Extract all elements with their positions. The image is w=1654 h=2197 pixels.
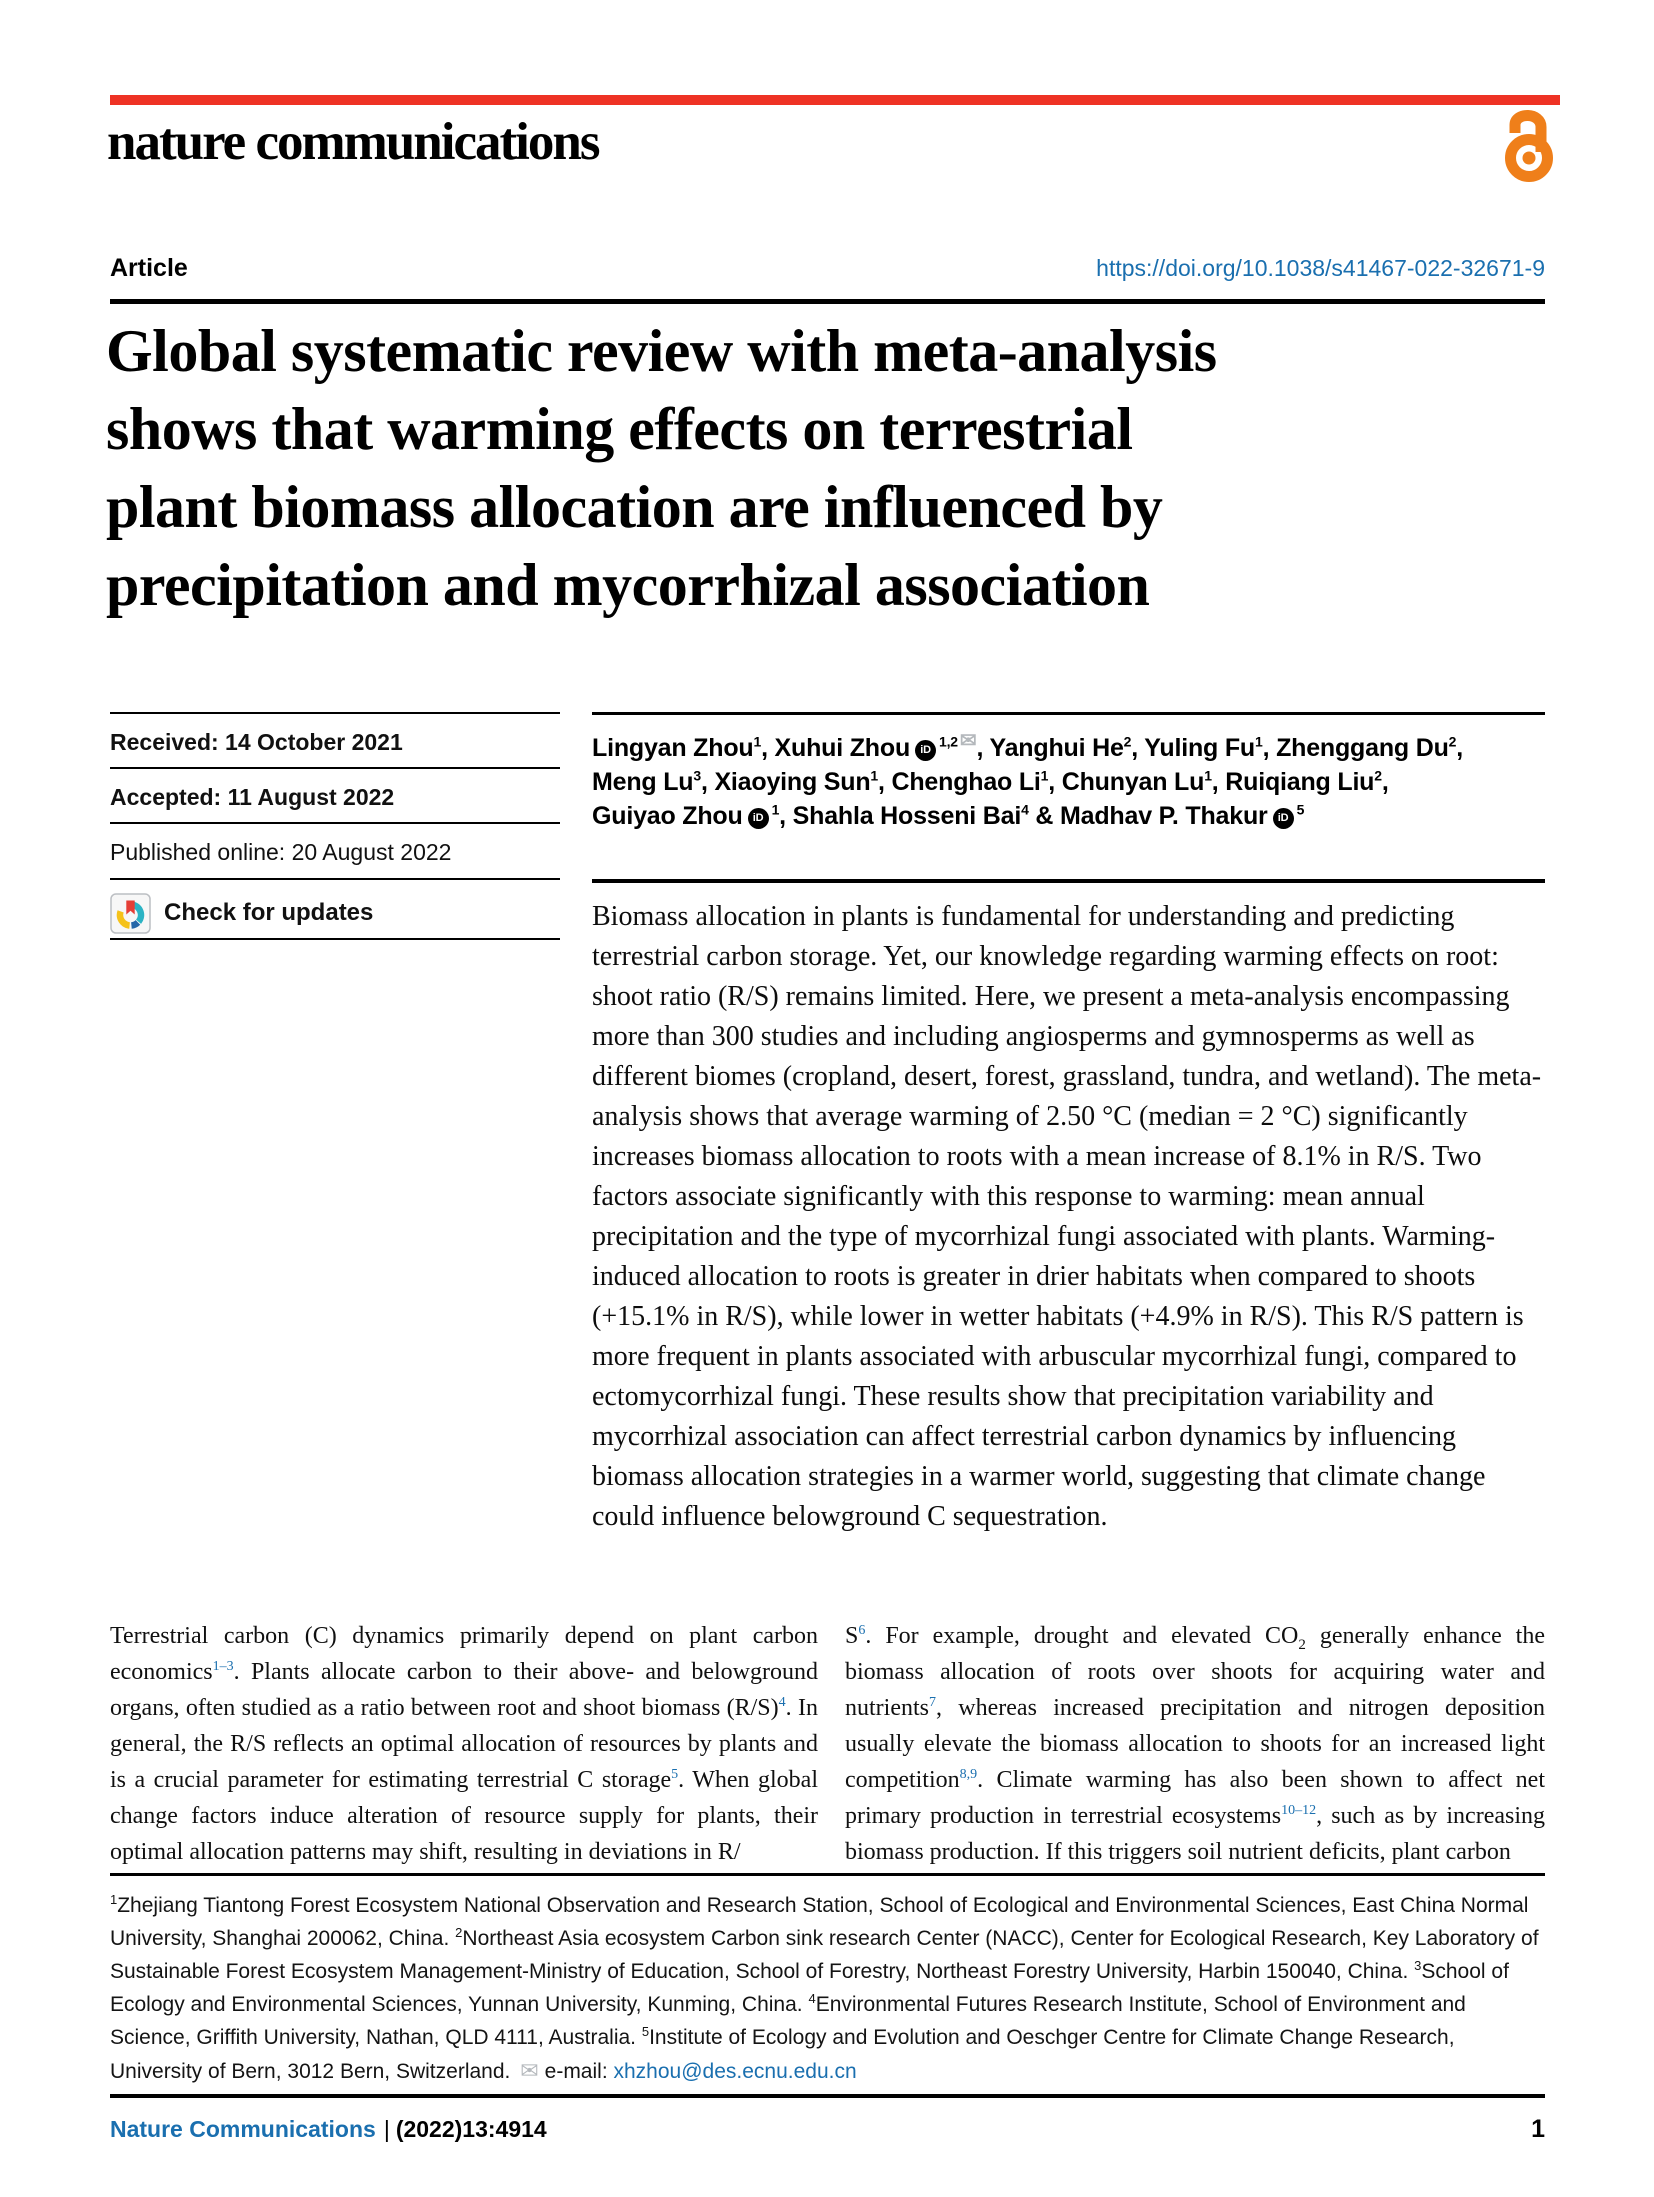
orcid-icon[interactable]: iD (1273, 808, 1294, 829)
open-access-icon (1498, 106, 1560, 184)
superscript-ref: 1 (1254, 733, 1263, 750)
authors-line: Guiyao Zhou $iD^1$, Shahla Hosseni Bai$^4$ & Madhav P. Thakur $iD^5$ (592, 801, 1305, 830)
superscript-ref: 4 (1021, 801, 1029, 818)
body-columns (110, 1618, 1545, 1870)
affiliations-text: $^1$Zhejiang Tiantong Forest Ecosystem National Observation and Research Station, School of Ecological and Environmental Sciences, East China Normal University, Shanghai 200062, China. $^2$Northeast Asia ecosystem Carbon sink research Center (NACC), Center for Ecological Research, Key Laboratory of Sustainable Forest Ecosystem Management-Ministry of Education, School of Forestry, Northeast Forestry University, Harbin 150040, China. $^3$School of Ecology and Environmental Sciences, Yunnan University, Kunming, China. $^4$Environmental Futures Research Institute, School of Environment and Science, Griffith University, Nathan, QLD 4111, Australia. $^5$Institute of Ecology and Evolution and Oeschger Centre for Climate Change Research, University of Bern, 3012 Bern, Switzerland. (110, 1892, 1539, 2083)
dates-sidebar (110, 712, 560, 940)
published-date: Published online: 20 August 2022 (110, 822, 560, 878)
superscript-ref: 5 (671, 1767, 679, 1782)
superscript-ref: 1,2 (939, 733, 958, 750)
footer-separator: | (383, 2116, 390, 2142)
orcid-icon[interactable]: iD (748, 808, 769, 829)
title-line: precipitation and mycorrhizal association (106, 552, 1150, 618)
superscript-ref: 7 (929, 1695, 936, 1710)
superscript-ref: 2 (1448, 733, 1457, 750)
abstract-text: Biomass allocation in plants is fundamental for understanding and predicting terrestrial carbon storage. Yet, our knowledge regarding warming effects on root: shoot ratio (R/S) remains limited. Here, we present a meta-analysis encompassing more than 300 studies and including angiosperms and gymnosperms as well as different biomes (cropland, desert, forest, grassland, tundra, and wetland). The meta-analysis shows that average warming of 2.50 °C (median = 2 °C) significantly increases biomass allocation to roots with a mean increase of 8.1% in R/S. Two factors associate significantly with this response to warming: mean annual precipitation and the type of mycorrhizal fungi associated with plants. Warming-induced allocation to roots is greater in drier habitats when compared to shoots (+15.1% in R/S), while lower in wetter habitats (+4.9% in R/S). This R/S pattern is more frequent in plants associated with arbuscular mycorrhizal fungi, compared to ectomycorrhizal fungi. These results show that precipitation variability and mycorrhizal association can affect terrestrial carbon dynamics by influencing biomass allocation strategies in a warmer world, suggesting that climate change could influence belowground C sequestration. (592, 879, 1545, 1537)
article-type-label: Article (110, 254, 188, 282)
authors-line: Meng Lu$^3$, Xiaoying Sun$^1$, Chenghao Li$^1$, Chunyan Lu$^1$, Ruiqiang Liu$^2$, (592, 767, 1389, 796)
orcid-icon[interactable]: iD (915, 740, 936, 761)
check-for-updates-label: Check for updates (164, 899, 374, 926)
body-column-left: Terrestrial carbon (C) dynamics primarily depend on plant carbon economics$^{1-3}$. Plants allocate carbon to their above- and belowground organs, often studied as a ratio between root and shoot biomass $(R/S)^4$. In general, the R/S reflects an optimal allocation of resources by plants and is a crucial parameter for estimating terrestrial C storage$^5$. When global change factors induce alteration of resource supply for plants, their optimal allocation patterns may shift, resulting in deviations in R/ (110, 1623, 819, 1865)
superscript-ref: 2 (1374, 767, 1382, 784)
authors-line: Lingyan Zhou$^1$, Xuhui Zhou iD$^{1,2}$ ✉, Yanghui He$^2$, Yuling Fu$^1$, Zhenggang Du$^2$, (592, 729, 1463, 762)
journal-name-link[interactable]: Nature Communications (110, 2116, 376, 2142)
body-column-right: $S^6$. For example, drought and elevated $CO_2$ generally enhance the biomass allocation of roots over shoots for acquiring water and nutrients$^7$, whereas increased precipitation and nitrogen deposition usually elevate the biomass allocation to shoots for an increased light competition$^{8,9}$. Climate warming has also been shown to affect net primary production in terrestrial ecosystems$^{10-12}$, such as by increasing biomass production. If this triggers soil nutrient deficits, plant carbon (845, 1623, 1546, 1865)
doi-link[interactable]: https://doi.org/10.1038/s41467-022-32671-9 (1096, 255, 1545, 281)
affiliations-footnote (110, 1873, 1545, 2088)
superscript-ref: 8,9 (959, 1767, 978, 1782)
received-date: Received: 14 October 2021 (110, 712, 560, 767)
superscript-ref: 4 (808, 1991, 816, 2006)
envelope-icon[interactable]: ✉ (520, 2058, 539, 2083)
title-rule (110, 299, 1545, 304)
authors-list (592, 712, 1545, 833)
superscript-ref: 6 (858, 1623, 866, 1638)
journal-logo: nature communications (107, 113, 599, 171)
superscript-ref: 4 (778, 1695, 786, 1710)
envelope-icon[interactable]: ✉ (959, 729, 977, 752)
superscript-ref: 3 (1414, 1958, 1422, 1973)
title-line: shows that warming effects on terrestrial (106, 396, 1133, 462)
superscript-ref: 5 (641, 2024, 650, 2039)
right-column (592, 712, 1545, 1537)
article-meta-row (110, 254, 1545, 283)
brand-rule (110, 95, 1560, 105)
subscript: 2 (1298, 1636, 1306, 1653)
superscript-ref: 1 (753, 733, 762, 750)
superscript-ref: 1 (1204, 767, 1212, 784)
page-number: 1 (1531, 2115, 1545, 2143)
superscript-ref: 2 (1123, 733, 1132, 750)
superscript-ref: 10–12 (1281, 1803, 1317, 1818)
check-for-updates-button[interactable] (110, 878, 560, 940)
footer-volume: (2022)13:4914 (395, 2116, 547, 2142)
email-link[interactable]: xhzhou@des.ecnu.edu.cn (613, 2060, 857, 2083)
superscript-ref: 1 (771, 801, 780, 818)
email-label: e-mail: (544, 2060, 608, 2083)
superscript-ref: 1 (870, 767, 878, 784)
superscript-ref: 3 (693, 767, 701, 784)
superscript-ref: 2 (455, 1925, 463, 1940)
footer-citation (110, 2116, 547, 2143)
crossmark-icon (110, 893, 151, 934)
superscript-ref: 1 (1040, 767, 1049, 784)
page-footer (110, 2094, 1545, 2144)
accepted-date: Accepted: 11 August 2022 (110, 767, 560, 822)
title-line: Global systematic review with meta-analysis (106, 318, 1217, 384)
superscript-ref: 1–3 (212, 1659, 234, 1674)
article-title (106, 312, 1566, 624)
title-line: plant biomass allocation are influenced by (106, 474, 1163, 540)
superscript-ref: 5 (1296, 801, 1305, 818)
superscript-ref: 1 (110, 1892, 118, 1907)
